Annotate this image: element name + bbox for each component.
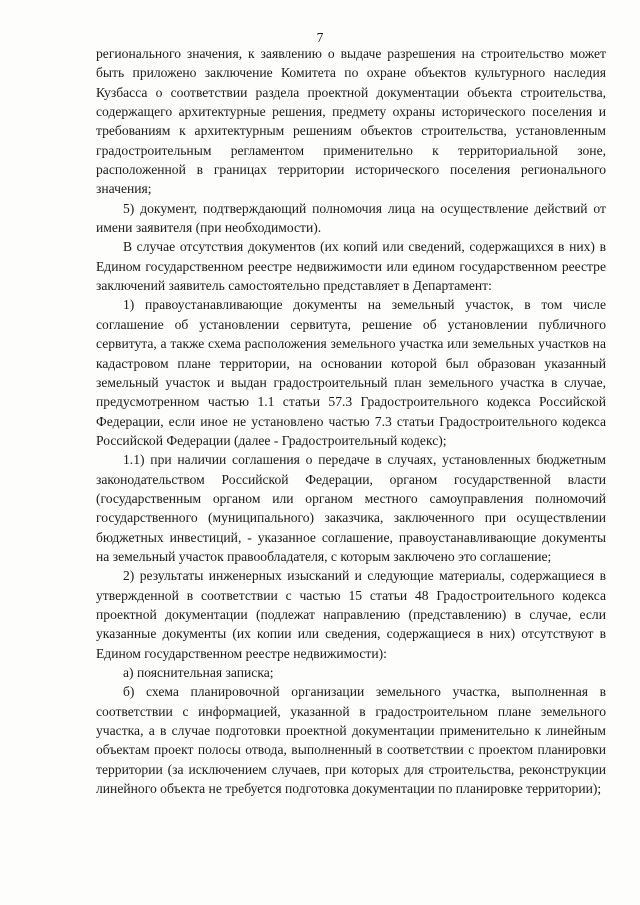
document-body xyxy=(96,44,606,798)
paragraph-item-1-1: 1.1) при наличии соглашения о передаче в случаях, установленных бюджетным законодательством Российской Федерации, органом государственной власти (государственным органом или органом местного самоуправления полномочий государственного (муниципального) заказчика, заключенного при осуществлении бюджетных инвестиций, - указанное соглашение, правоустанавливающие документы на земельный участок правообладателя, с которым заключено это соглашение; xyxy=(96,452,606,564)
paragraph-missing-documents: В случае отсутствия документов (их копий или сведений, содержащихся в них) в Едином государственном реестре недвижимости или едином государственном реестре заключений заявитель самостоятельно представляет в Департамент: xyxy=(96,239,606,294)
paragraph-item-a: а) пояснительная записка; xyxy=(123,665,274,680)
paragraph-item-5: 5) документ, подтверждающий полномочия лица на осуществление действий от имени заявителя (при необходимости). xyxy=(96,200,606,236)
paragraph-continuation: регионального значения, к заявлению о выдаче разрешения на строительство может быть приложено заключение Комитета по охране объектов культурного наследия Кузбасса о соответствии раздела проектной документации объекта строительства, содержащего архитектурные решения, предмету охраны исторического поселения и требованиям к архитектурным решениям объектов строительства, установленным градостроительным регламентом применительно к территориальной зоне, расположенной в границах территории исторического поселения регионального значения; xyxy=(96,46,606,197)
paragraph-item-1: 1) правоустанавливающие документы на земельный участок, в том числе соглашение об установлении сервитута, решение об установлении публичного сервитута, а также схема расположения земельного участка или земельных участков на кадастровом плане территории, на основании которой был образован указанный земельный участок и выдан градостроительный план земельного участка в случае, предусмотренном частью 1.1 статьи 57.3 Градостроительного кодекса Российской Федерации, если иное не установлено частью 7.3 статьи Градостроительного кодекса Российской Федерации (далее - Градостроительный кодекс); xyxy=(96,297,606,448)
page-number: 7 xyxy=(316,30,324,45)
paragraph-item-b: б) схема планировочной организации земельного участка, выполненная в соответствии с информацией, указанной в градостроительном плане земельного участка, а в случае подготовки проектной документации применительно к линейным объектам проект полосы отвода, выполненный в соответствии с проектом планировки территории (за исключением случаев, при которых для строительства, реконструкции линейного объекта не требуется подготовка документации по планировке территории); xyxy=(96,684,606,797)
paragraph-item-2: 2) результаты инженерных изысканий и следующие материалы, содержащиеся в утвержденной в соответствии с частью 15 статьи 48 Градостроительного кодекса проектной документации (подлежат направлению (представлению) в случае, если указанные документы (их копии или сведения, содержащиеся в них) отсутствуют в Едином государственном реестре недвижимости): xyxy=(96,568,606,661)
